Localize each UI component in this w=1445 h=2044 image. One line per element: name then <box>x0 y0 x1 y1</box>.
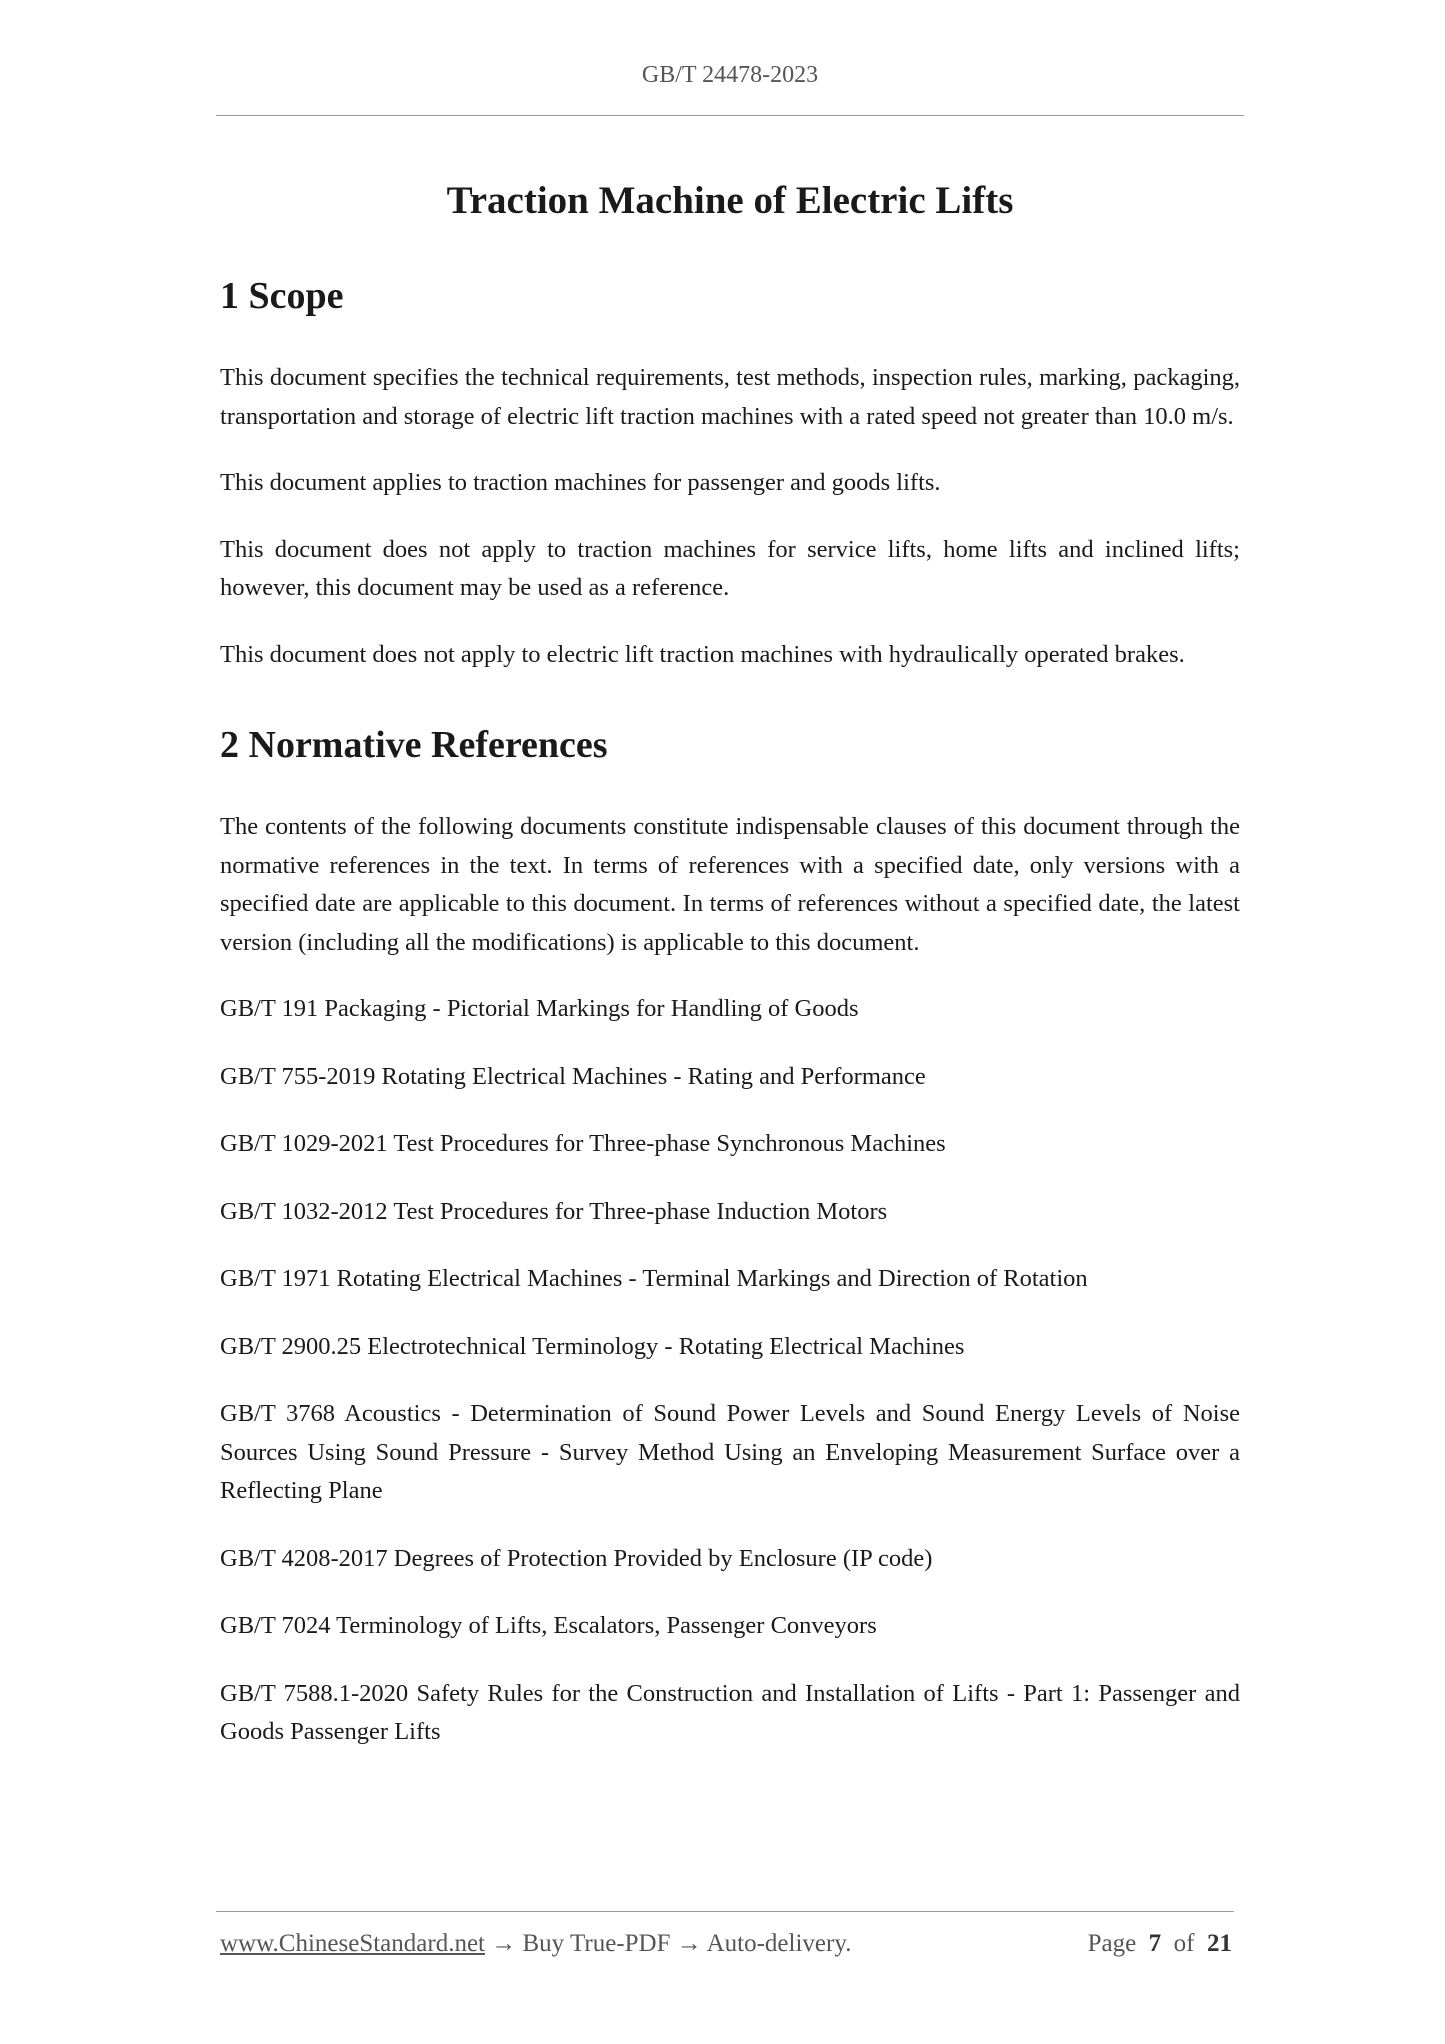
reference-item: GB/T 3768 Acoustics - Determination of Sound Power Levels and Sound Energy Levels of Noise Sources Using Sound Pressure - Survey Method Using an Enveloping Measurement Surface over a Reflecting Plane <box>220 1400 1240 1504</box>
section-heading: 2 Normative References <box>220 724 608 766</box>
paragraph: This document does not apply to electric lift traction machines with hydraulically operated brakes. <box>220 640 1185 668</box>
reference-item: GB/T 7024 Terminology of Lifts, Escalators, Passenger Conveyors <box>220 1612 877 1639</box>
page-number <box>1088 1930 1232 1958</box>
reference-list <box>220 990 1240 1752</box>
running-header: GB/T 24478-2023 <box>641 62 819 88</box>
paragraph: This document specifies the technical requirements, test methods, inspection rules, marking, packaging, transportation and storage of electric lift traction machines with a rated speed not greater than 10.0 m/s. <box>220 364 1240 430</box>
footer-divider <box>216 1911 1234 1912</box>
website-link[interactable]: www.ChineseStandard.net <box>220 1930 485 1957</box>
reference-item: GB/T 1032-2012 Test Procedures for Three-phase Induction Motors <box>220 1197 888 1225</box>
paragraph: This document does not apply to traction machines for service lifts, home lifts and inclined lifts; however, this document may be used as a reference. <box>220 535 1240 601</box>
reference-item: GB/T 7588.1-2020 Safety Rules for the Construction and Installation of Lifts - Part 1: Passenger and Goods Passenger Lifts <box>220 1679 1240 1745</box>
page-label: Page <box>1087 1930 1137 1957</box>
reference-item: GB/T 2900.25 Electrotechnical Terminology - Rotating Electrical Machines <box>220 1332 965 1360</box>
page-of-label: of <box>1173 1930 1195 1957</box>
reference-item: GB/T 1029-2021 Test Procedures for Three-phase Synchronous Machines <box>220 1130 946 1157</box>
footer-promo <box>220 1930 851 1958</box>
paragraph: This document applies to traction machines for passenger and goods lifts. <box>220 469 941 496</box>
section-scope <box>220 271 1240 674</box>
header-divider <box>216 115 1244 116</box>
paragraph: The contents of the following documents constitute indispensable clauses of this document through the normative references in the text. In terms of references with a specified date, only versions with a specified date are applicable to this document. In terms of references without a specified date, the latest version (including all the modifications) is applicable to this document. <box>220 813 1240 956</box>
document-title: Traction Machine of Electric Lifts <box>446 179 1014 222</box>
reference-item: GB/T 4208-2017 Degrees of Protection Provided by Enclosure (IP code) <box>220 1544 933 1572</box>
section-normative-references <box>220 720 1240 1752</box>
section-heading: 1 Scope <box>220 275 344 317</box>
footer-tagline: → Buy True-PDF → Auto-delivery. <box>485 1930 852 1957</box>
total-pages: 21 <box>1207 1930 1232 1957</box>
document-body <box>220 175 1240 1781</box>
reference-item: GB/T 755-2019 Rotating Electrical Machines - Rating and Performance <box>220 1062 926 1090</box>
current-page: 7 <box>1148 1930 1162 1957</box>
reference-item: GB/T 1971 Rotating Electrical Machines - Terminal Markings and Direction of Rotation <box>220 1265 1088 1292</box>
reference-item: GB/T 191 Packaging - Pictorial Markings for Handling of Goods <box>220 995 859 1022</box>
